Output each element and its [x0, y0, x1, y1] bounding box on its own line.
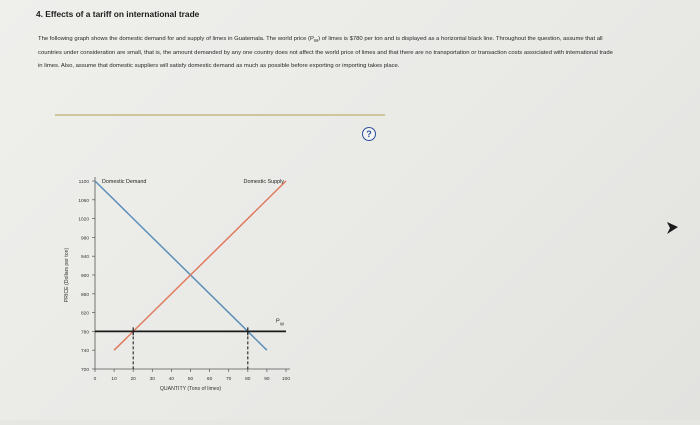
y-tick-label: 860	[80, 292, 89, 298]
domestic-demand-label: Domestic Demand	[102, 179, 147, 185]
x-tick-label: 40	[168, 377, 175, 382]
domestic-supply-label: Domestic Supply	[243, 179, 284, 185]
paragraph-text-part1: The following graph shows the domestic demand for and supply of limes in Guatemala. The world price (P	[38, 36, 314, 42]
y-tick-label: 780	[80, 330, 89, 336]
x-tick-label: 80	[245, 377, 251, 382]
x-tick-label: 60	[206, 377, 213, 382]
y-tick-label: 900	[80, 274, 89, 279]
y-tick-label: 940	[80, 255, 89, 261]
x-tick-label: 50	[187, 377, 194, 382]
y-tick-label: 1060	[78, 198, 89, 204]
y-tick-label: 820	[80, 311, 89, 317]
y-tick-label: 1100	[78, 180, 89, 185]
y-tick-label: 1020	[78, 217, 89, 223]
x-tick-label: 70	[226, 377, 232, 382]
supply-demand-chart[interactable]	[55, 120, 385, 420]
x-tick-label: 90	[264, 377, 270, 382]
y-tick-label: 980	[80, 236, 89, 242]
domestic-supply-line[interactable]	[114, 181, 286, 350]
world-price-label: P	[276, 318, 280, 325]
y-tick-label: 700	[80, 368, 89, 373]
help-glyph: ?	[366, 129, 372, 139]
question-title: 4. Effects of a tariff on international trade	[36, 9, 200, 19]
question-paragraph	[38, 33, 613, 72]
world-price-label-subscript: W	[280, 321, 284, 327]
x-tick-label: 30	[149, 377, 155, 382]
x-tick-label: 10	[111, 377, 117, 382]
section-divider	[55, 114, 385, 116]
x-tick-label: 0	[93, 377, 97, 382]
x-tick-label: 20	[130, 377, 136, 382]
paragraph-text-part2: ) of limes is $780 per ton and is displayed as a horizontal black line. Throughout the question, assume that all countries under consideration are small, that is, the amount demanded by any one country does not affect the world price of limes and that there are no transportation or transaction costs associated with international trade in limes. Also, assume that domestic suppliers will satisfy domestic demand as much as possible before exporting or importing takes place.	[38, 36, 613, 69]
y-tick-label: 740	[80, 349, 89, 355]
y-axis-title: PRICE (Dollars per ton)	[64, 247, 70, 303]
help-icon[interactable]	[362, 127, 376, 141]
domestic-demand-line[interactable]	[95, 181, 267, 350]
x-tick-label: 100	[281, 377, 291, 382]
x-axis-title: QUANTITY (Tons of limes)	[159, 386, 222, 392]
mouse-pointer-icon	[665, 221, 679, 235]
world-price-subscript: W	[313, 38, 319, 44]
graph-panel	[55, 120, 385, 420]
